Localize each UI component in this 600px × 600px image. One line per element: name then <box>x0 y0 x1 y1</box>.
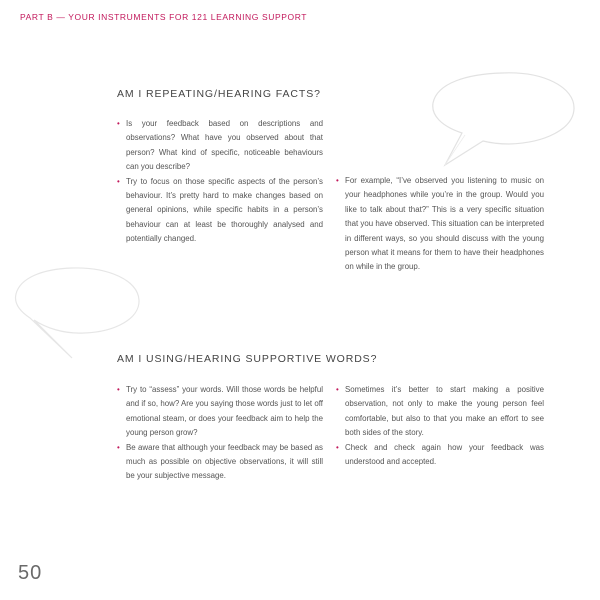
list-item: • Try to “assess” your words. Will those words be helpful and if so, how? Are you saying those words just to let off emotional steam, or does your feedback aim to help the young person grow? <box>117 383 323 441</box>
list-item: • Try to focus on those specific aspects of the person’s behaviour. It’s pretty hard to make changes based on general opinions, while specific habits in a person’s behaviour can at least be thoroughly analysed and potentially changed. <box>117 175 323 247</box>
section1-right-column <box>336 174 544 275</box>
list-item: • Be aware that although your feedback may be based as much as possible on objective observations, it will still be your subjective message. <box>117 441 323 484</box>
section2-left-column <box>117 383 323 484</box>
section-title-supportive-words: AM I USING/HEARING SUPPORTIVE WORDS? <box>117 353 378 365</box>
section2-right-column <box>336 383 544 469</box>
list-item: • Is your feedback based on descriptions and observations? What have you observed about that person? What kind of specific, noticeable behaviours can you describe? <box>117 117 323 175</box>
list-item: • For example, “I’ve observed you listening to music on your headphones while you’re in the group. Would you like to talk about that?” This is a very specific situation that you have observed. This situation can be interpreted in different ways, so you should discuss with the young person what it means for them to have their headphones on while in the group. <box>336 174 544 275</box>
speech-bubble-icon-left <box>12 262 152 362</box>
list-item: • Check and check again how your feedback was understood and accepted. <box>336 441 544 470</box>
running-header: PART B — YOUR INSTRUMENTS FOR 121 LEARNING SUPPORT <box>20 12 308 22</box>
section1-left-column <box>117 117 323 247</box>
list-item: • Sometimes it’s better to start making a positive observation, not only to make the young person feel comfortable, but also to that you make an effort to see both sides of the story. <box>336 383 544 441</box>
speech-bubble-icon-right <box>425 65 580 170</box>
section-title-facts: AM I REPEATING/HEARING FACTS? <box>117 88 321 100</box>
page-number: 50 <box>18 562 43 584</box>
